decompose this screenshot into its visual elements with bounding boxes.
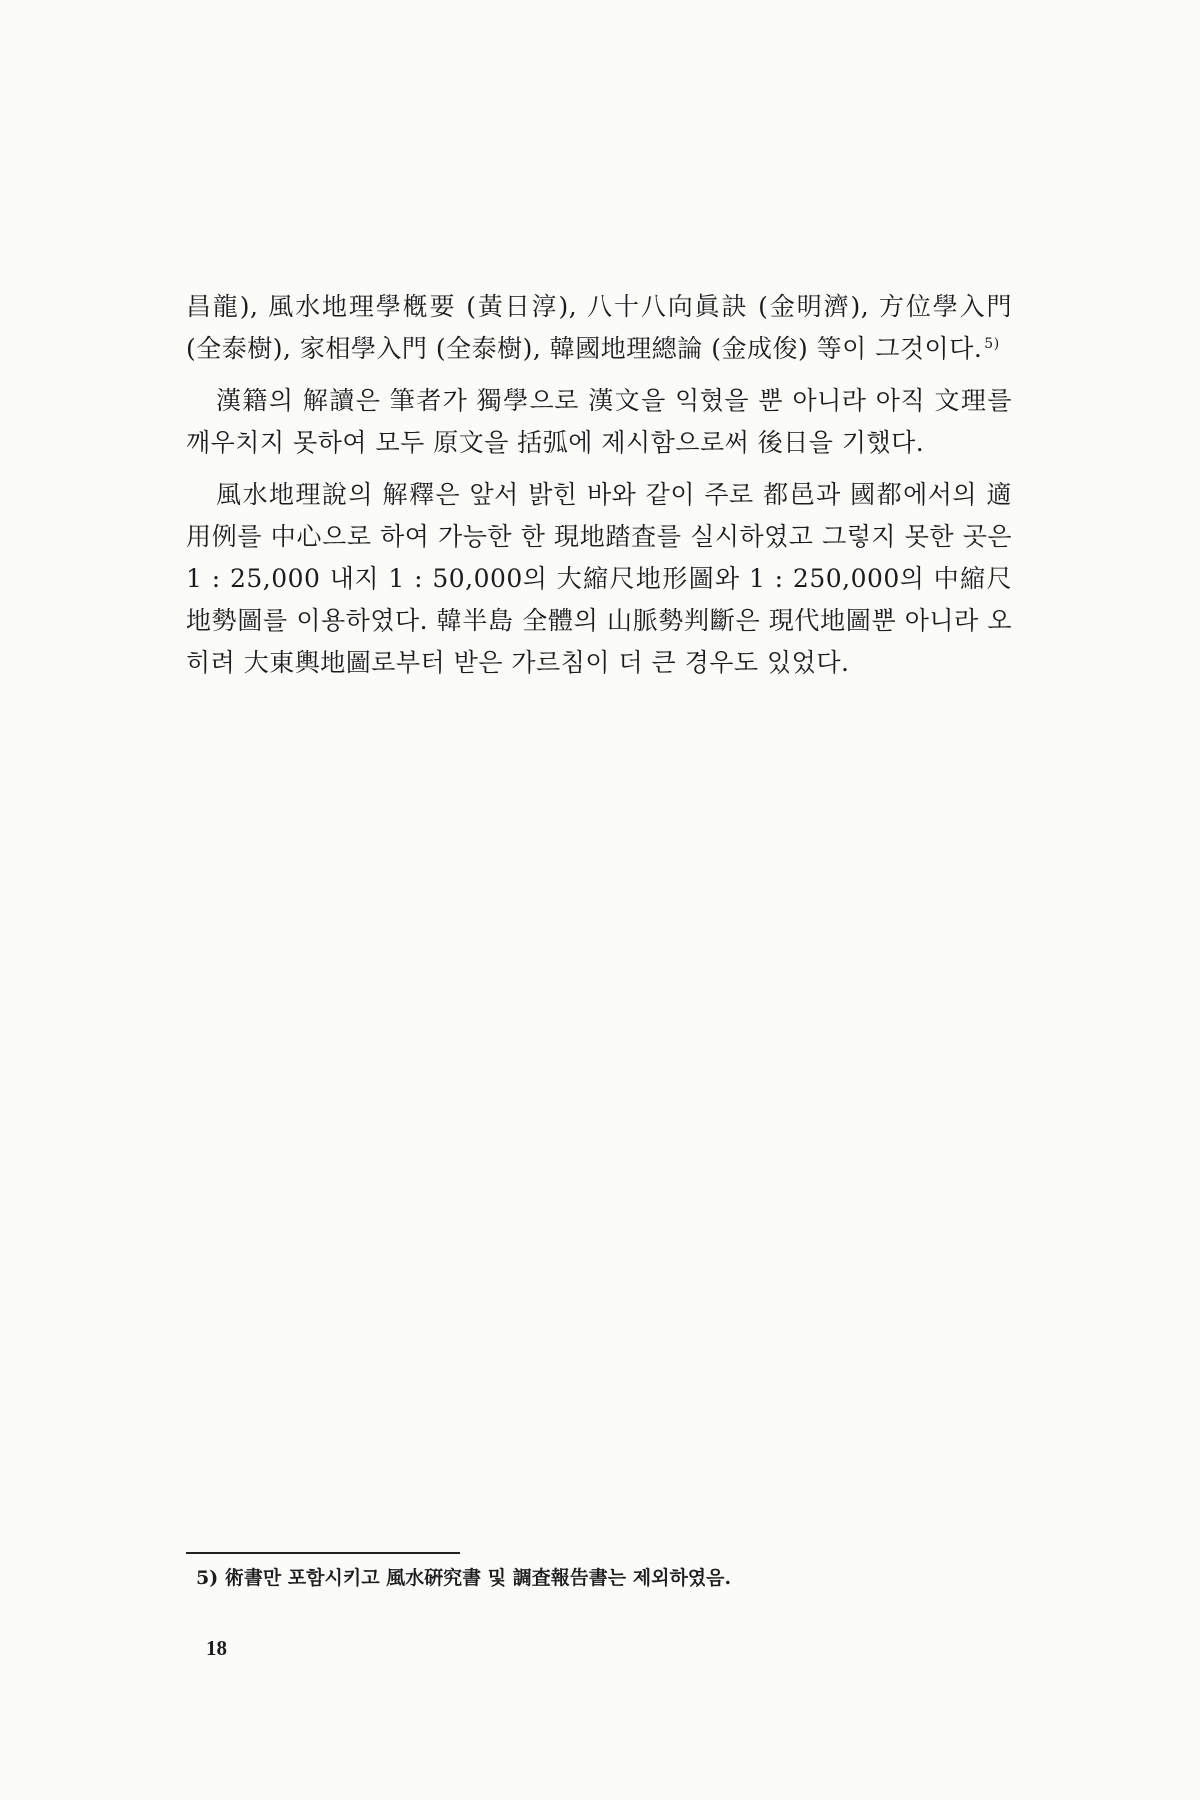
page-number: 18 <box>206 1636 227 1660</box>
footnote-divider <box>186 1552 460 1554</box>
footnote: 5) 術書만 포함시키고 風水硏究書 및 調査報告書는 제외하였음. <box>196 1567 732 1589</box>
footnote-reference: 5) <box>984 335 1000 352</box>
paragraph-continuation <box>186 286 1012 370</box>
paragraph-hanja-reading: 漢籍의 解讀은 筆者가 獨學으로 漢文을 익혔을 뿐 아니라 아직 文理를 깨우치지 못하여 모두 原文을 括弧에 제시함으로써 後日을 기했다. <box>186 386 1012 457</box>
body-text <box>186 286 1012 694</box>
paragraph-text: 昌龍), 風水地理學槪要 (黃日淳), 八十八向眞訣 (金明濟), 方位學入門 (全泰樹), 家相學入門 (全泰樹), 韓國地理總論 (金成俊) 等이 그것이다. <box>186 292 1012 363</box>
paragraph-fengshui-interpretation: 風水地理說의 解釋은 앞서 밝힌 바와 같이 주로 都邑과 國都에서의 適用例를 中心으로 하여 가능한 한 現地踏査를 실시하였고 그렇지 못한 곳은 1 : 25,000 내지 1 : 50,000의 大縮尺地形圖와 1 : 250,000의 中縮尺地勢圖를 이용하였다. 韓半島 全體의 山脈勢判斷은 現代地圖뿐 아니라 오히려 大東輿地圖로부터 받은 가르침이 더 큰 경우도 있었다. <box>186 480 1012 677</box>
